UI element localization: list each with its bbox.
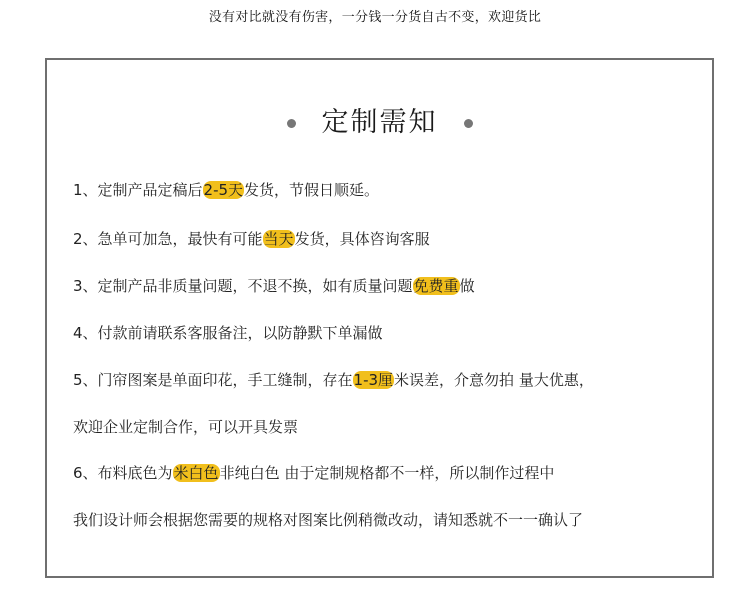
highlight-text: 1-3厘 bbox=[353, 371, 394, 389]
line-text: 非纯白色 由于定制规格都不一样，所以制作过程中 bbox=[219, 464, 555, 482]
slogan-text: 没有对比就没有伤害，一分钱一分货自古不变，欢迎货比 bbox=[208, 10, 542, 25]
notice-line-2 bbox=[73, 229, 430, 249]
bullet-dot-icon bbox=[464, 119, 473, 128]
highlight-text: 当天 bbox=[263, 230, 294, 248]
notice-line-4: 4、付款前请联系客服备注，以防静默下单漏做 bbox=[73, 324, 383, 342]
line-text: 2、急单可加急，最快有可能 bbox=[73, 230, 263, 248]
notice-line-7 bbox=[73, 463, 554, 483]
notice-line-5 bbox=[73, 370, 594, 390]
line-text: 3、定制产品非质量问题，不退不换，如有质量问题 bbox=[73, 277, 413, 295]
highlight-text: 2-5天 bbox=[203, 181, 244, 199]
line-text: 6、布料底色为 bbox=[73, 464, 173, 482]
line-text: 做 bbox=[459, 277, 475, 295]
highlight-text: 米白色 bbox=[173, 464, 219, 482]
line-text: 米误差，介意勿拍 量大优惠， bbox=[394, 371, 594, 389]
notice-line-1 bbox=[73, 180, 379, 200]
notice-line-3 bbox=[73, 276, 475, 296]
notice-title: 定制需知 bbox=[321, 107, 438, 138]
notice-line-8: 我们设计师会根据您需要的规格对图案比例稍微改动，请知悉就不一一确认了 bbox=[73, 511, 584, 529]
line-text: 发货，节假日顺延。 bbox=[244, 181, 380, 199]
highlight-text: 免费重 bbox=[413, 277, 459, 295]
line-text: 1、定制产品定稿后 bbox=[73, 181, 203, 199]
bullet-dot-icon bbox=[287, 119, 296, 128]
line-text: 发货，具体咨询客服 bbox=[294, 230, 430, 248]
notice-line-6: 欢迎企业定制合作，可以开具发票 bbox=[73, 418, 299, 436]
custom-notice-box bbox=[45, 58, 714, 578]
notice-title-row bbox=[47, 106, 712, 140]
line-text: 5、门帘图案是单面印花，手工缝制，存在 bbox=[73, 371, 353, 389]
